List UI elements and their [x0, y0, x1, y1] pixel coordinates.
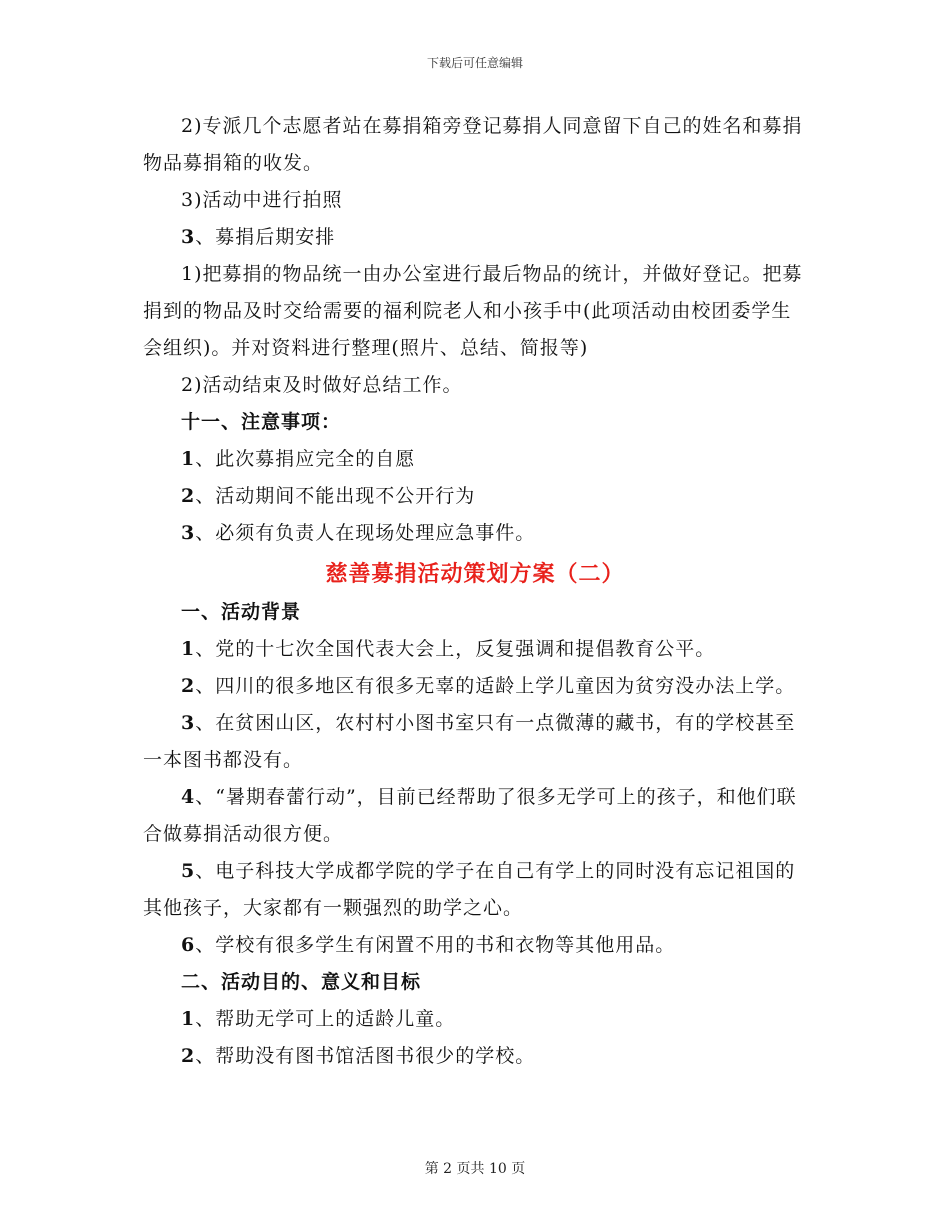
item-text: 、活动期间不能出现不公开行为 — [195, 485, 476, 507]
item-number: 4 — [181, 786, 196, 808]
item-number: 3 — [181, 712, 196, 734]
item-text: 、四川的很多地区有很多无辜的适龄上学儿童因为贫穷没办法上学。 — [195, 675, 796, 697]
paragraph: 2)活动结束及时做好总结工作。 — [181, 374, 463, 396]
page-header: 下载后可任意编辑 — [426, 56, 523, 70]
item-number: 1 — [181, 1008, 196, 1030]
list-item — [143, 705, 807, 779]
item-number: 2 — [181, 485, 196, 507]
item-text: 、此次募捐应完全的自愿 — [195, 448, 416, 470]
item-text: 、电子科技大学成都学院的学子在自己有学上的同时没有忘记祖国的其他孩子，大家都有一颗强烈的助学之心。 — [143, 860, 796, 919]
paragraph: 2)专派几个志愿者站在募捐箱旁登记募捐人同意留下自己的姓名和募捐物品募捐箱的收发。 — [143, 115, 803, 174]
item-number: 6 — [181, 934, 196, 956]
item-text: 、募捐后期安排 — [195, 226, 336, 248]
list-item — [143, 631, 807, 668]
paragraph: 1)把募捐的物品统一由办公室进行最后物品的统计，并做好登记。把募捐到的物品及时交给需要的福利院老人和小孩手中(此项活动由校团委学生会组织)。并对资料进行整理(照片、总结、简报等) — [143, 263, 803, 359]
item-text: 、在贫困山区，农村村小图书室只有一点微薄的藏书，有的学校甚至一本图书都没有。 — [143, 712, 796, 771]
item-number: 2 — [181, 1045, 196, 1067]
list-item — [143, 779, 807, 853]
list-item — [143, 853, 807, 927]
item-text: 、党的十七次全国代表大会上，反复强调和提倡教育公平。 — [195, 638, 716, 660]
item-number: 3 — [181, 226, 196, 248]
item-number: 1 — [181, 448, 196, 470]
item-number: 3 — [181, 522, 196, 544]
page-footer: 第 2 页共 10 页 — [424, 1161, 526, 1177]
paragraph: 3)活动中进行拍照 — [181, 189, 343, 211]
document-title: 慈善募捐活动策划方案（二） — [325, 561, 625, 587]
list-item — [143, 1038, 807, 1075]
list-item — [143, 668, 807, 705]
section-heading: 十一、注意事项： — [181, 411, 342, 433]
item-number: 2 — [181, 675, 196, 697]
section-heading: 二、活动目的、意义和目标 — [181, 971, 422, 993]
paragraph — [143, 441, 807, 478]
paragraph — [143, 515, 807, 552]
document-body — [143, 108, 807, 1075]
paragraph — [143, 478, 807, 515]
item-text: 、“暑期春蕾行动”，目前已经帮助了很多无学可上的孩子，和他们联合做募捐活动很方便。 — [143, 786, 797, 845]
paragraph — [143, 219, 807, 256]
list-item — [143, 1001, 807, 1038]
section-heading: 一、活动背景 — [181, 601, 302, 623]
item-number: 5 — [181, 860, 196, 882]
item-number: 1 — [181, 638, 196, 660]
item-text: 、学校有很多学生有闲置不用的书和衣物等其他用品。 — [195, 934, 676, 956]
list-item — [143, 927, 807, 964]
item-text: 、帮助无学可上的适龄儿童。 — [195, 1008, 456, 1030]
item-text: 、帮助没有图书馆活图书很少的学校。 — [195, 1045, 536, 1067]
item-text: 、必须有负责人在现场处理应急事件。 — [195, 522, 536, 544]
